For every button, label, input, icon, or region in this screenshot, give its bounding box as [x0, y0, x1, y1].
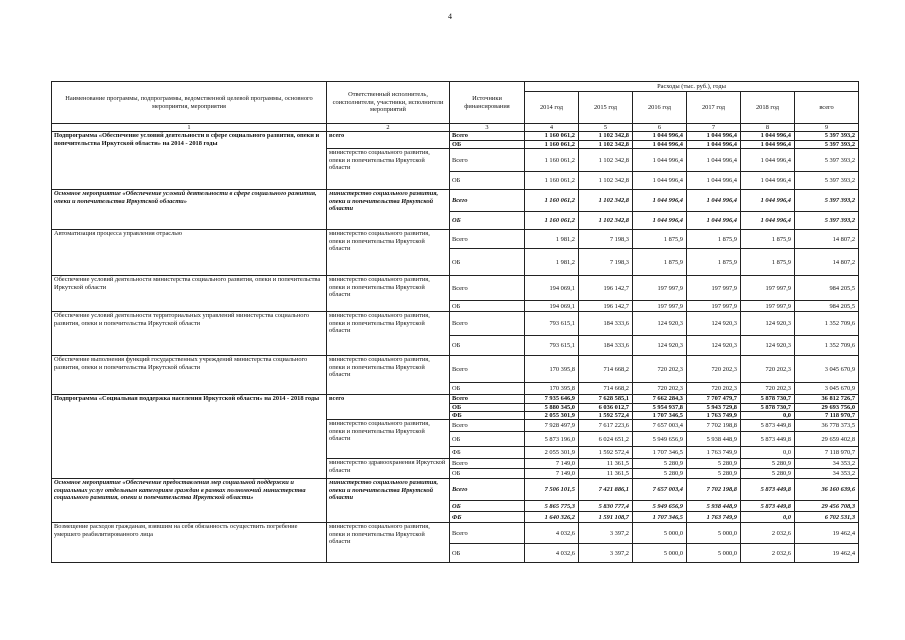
row-executor: министерство социального развития, опеки и попечительства Иркутской области	[327, 230, 450, 276]
header-name: Наименование программы, подпрограммы, ведомственной целевой программы, основного мероприятия, мероприятия	[52, 82, 327, 124]
row-year-value: 1 044 996,4	[741, 212, 795, 230]
row-year-value: 1 160 061,2	[525, 132, 579, 140]
row-year-value: 5 280,9	[741, 459, 795, 469]
table-row	[52, 276, 859, 301]
row-source: ОБ	[450, 469, 525, 479]
row-year-value: 1 875,9	[687, 249, 741, 276]
row-year-value: 124 920,3	[633, 312, 687, 336]
row-total-value: 36 812 726,7	[795, 395, 859, 403]
header-expenses: Расходы (тыс. руб.), годы	[525, 82, 859, 92]
row-year-value: 1 981,2	[525, 230, 579, 249]
row-year-value: 1 763 749,9	[687, 412, 741, 420]
row-year-value: 1 044 996,4	[741, 140, 795, 148]
row-source: ОБ	[450, 249, 525, 276]
row-source: ОБ	[450, 336, 525, 356]
row-year-value: 720 202,3	[633, 383, 687, 395]
row-year-value: 194 069,1	[525, 301, 579, 312]
row-total-value: 36 160 639,6	[795, 479, 859, 501]
row-year-value: 124 920,3	[741, 336, 795, 356]
row-year-value: 184 333,6	[579, 312, 633, 336]
row-year-value: 5 949 656,9	[633, 501, 687, 512]
row-year-value: 2 055 301,9	[525, 412, 579, 420]
row-total-value: 36 778 373,5	[795, 420, 859, 432]
row-total-value: 984 205,5	[795, 301, 859, 312]
row-source: Всего	[450, 459, 525, 469]
row-year-value: 714 668,2	[579, 383, 633, 395]
table-row	[52, 523, 859, 544]
header-year: 2015 год	[579, 92, 633, 124]
row-year-value: 793 615,1	[525, 336, 579, 356]
row-year-value: 1 102 342,8	[579, 190, 633, 212]
row-name: Обеспечение условий деятельности министерства социального развития, опеки и попечительства Иркутской области	[52, 276, 327, 312]
header-total: всего	[795, 92, 859, 124]
row-year-value: 196 142,7	[579, 276, 633, 301]
row-year-value: 1 160 061,2	[525, 172, 579, 190]
row-source: Всего	[450, 523, 525, 544]
row-total-value: 34 353,2	[795, 459, 859, 469]
row-year-value: 5 000,0	[633, 544, 687, 563]
row-total-value: 14 807,2	[795, 230, 859, 249]
col-number: 4	[525, 124, 579, 132]
row-year-value: 197 997,9	[687, 301, 741, 312]
row-source: Всего	[450, 230, 525, 249]
row-year-value: 5 878 730,7	[741, 395, 795, 403]
row-year-value: 4 032,6	[525, 544, 579, 563]
header-source: Источники финансирования	[450, 82, 525, 124]
row-source: Всего	[450, 395, 525, 403]
row-source: ОБ	[450, 432, 525, 447]
row-year-value: 124 920,3	[687, 312, 741, 336]
row-total-value: 29 693 756,0	[795, 403, 859, 411]
row-year-value: 1 102 342,8	[579, 149, 633, 172]
row-executor: министерство социального развития, опеки и попечительства Иркутской области	[327, 479, 450, 523]
row-source: ФБ	[450, 447, 525, 459]
row-source: Всего	[450, 479, 525, 501]
row-year-value: 5 873 449,8	[741, 432, 795, 447]
row-name: Возмещение расходов гражданам, взявшим на себя обязанность осуществить погребение умершего реабилитированного лица	[52, 523, 327, 563]
row-total-value: 3 045 670,9	[795, 356, 859, 383]
row-year-value: 7 617 223,6	[579, 420, 633, 432]
row-year-value: 1 160 061,2	[525, 140, 579, 148]
row-year-value: 1 044 996,4	[741, 132, 795, 140]
col-number: 7	[687, 124, 741, 132]
row-name: Основное мероприятие «Обеспечение предоставления мер социальной поддержки и социальных услуг отдельным категориям граждан в рамках полномочий министерства социального развития, опеки и попечительства Иркутской области»	[52, 479, 327, 523]
row-total-value: 5 397 393,2	[795, 132, 859, 140]
row-year-value: 7 702 198,8	[687, 479, 741, 501]
row-year-value: 7 707 479,7	[687, 395, 741, 403]
row-year-value: 124 920,3	[633, 336, 687, 356]
row-source: Всего	[450, 276, 525, 301]
row-year-value: 5 873 449,8	[741, 479, 795, 501]
row-total-value: 5 397 393,2	[795, 212, 859, 230]
table-row	[52, 479, 859, 501]
table-body	[52, 82, 859, 563]
row-executor: министерство здравоохранения Иркутской области	[327, 459, 450, 479]
table-row	[52, 230, 859, 249]
row-year-value: 1 102 342,8	[579, 132, 633, 140]
row-year-value: 11 361,5	[579, 459, 633, 469]
row-year-value: 170 395,8	[525, 383, 579, 395]
row-executor: министерство социального развития, опеки и попечительства Иркутской области	[327, 149, 450, 190]
row-executor: всего	[327, 132, 450, 149]
row-year-value: 720 202,3	[687, 356, 741, 383]
row-year-value: 1 102 342,8	[579, 140, 633, 148]
row-year-value: 6 024 651,2	[579, 432, 633, 447]
row-year-value: 1 875,9	[687, 230, 741, 249]
row-year-value: 714 668,2	[579, 356, 633, 383]
row-year-value: 1 707 346,5	[633, 512, 687, 523]
row-year-value: 7 149,0	[525, 459, 579, 469]
row-year-value: 197 997,9	[687, 276, 741, 301]
row-year-value: 720 202,3	[687, 383, 741, 395]
row-year-value: 1 044 996,4	[687, 140, 741, 148]
table-row	[52, 395, 859, 403]
row-year-value: 5 280,9	[687, 469, 741, 479]
row-total-value: 34 353,2	[795, 469, 859, 479]
row-total-value: 1 352 709,6	[795, 312, 859, 336]
row-year-value: 11 361,5	[579, 469, 633, 479]
row-year-value: 7 198,3	[579, 230, 633, 249]
row-year-value: 720 202,3	[741, 383, 795, 395]
row-year-value: 1 044 996,4	[741, 172, 795, 190]
row-year-value: 5 938 448,9	[687, 432, 741, 447]
header-year: 2014 год	[525, 92, 579, 124]
row-year-value: 7 662 284,3	[633, 395, 687, 403]
col-number: 8	[741, 124, 795, 132]
row-year-value: 1 044 996,4	[687, 190, 741, 212]
row-year-value: 5 280,9	[741, 469, 795, 479]
row-year-value: 3 397,2	[579, 544, 633, 563]
col-number: 3	[450, 124, 525, 132]
row-year-value: 2 055 301,9	[525, 447, 579, 459]
row-year-value: 194 069,1	[525, 276, 579, 301]
row-year-value: 124 920,3	[687, 336, 741, 356]
row-year-value: 7 198,3	[579, 249, 633, 276]
row-year-value: 5 954 937,8	[633, 403, 687, 411]
row-source: ОБ	[450, 140, 525, 148]
row-executor: министерство социального развития, опеки и попечительства Иркутской области	[327, 190, 450, 230]
row-year-value: 1 875,9	[633, 230, 687, 249]
row-source: Всего	[450, 190, 525, 212]
row-year-value: 0,0	[741, 447, 795, 459]
row-year-value: 7 506 101,5	[525, 479, 579, 501]
row-year-value: 5 873 196,0	[525, 432, 579, 447]
row-year-value: 0,0	[741, 412, 795, 420]
row-year-value: 5 000,0	[687, 544, 741, 563]
row-year-value: 1 044 996,4	[633, 190, 687, 212]
row-name: Подпрограмма «Социальная поддержка населения Иркутской области» на 2014 - 2018 годы	[52, 395, 327, 479]
row-total-value: 3 045 670,9	[795, 383, 859, 395]
row-year-value: 1 763 749,9	[687, 447, 741, 459]
col-number: 6	[633, 124, 687, 132]
table-row	[52, 356, 859, 383]
row-source: Всего	[450, 149, 525, 172]
row-name: Подпрограмма «Обеспечение условий деятельности в сфере социального развития, опеки и попечительства Иркутской области» на 2014 - 2018 годы	[52, 132, 327, 190]
row-total-value: 19 462,4	[795, 523, 859, 544]
row-name: Обеспечение выполнения функций государственных учреждений министерства социального развития, опеки и попечительства Иркутской области	[52, 356, 327, 395]
row-year-value: 5 280,9	[633, 469, 687, 479]
row-total-value: 5 397 393,2	[795, 172, 859, 190]
row-year-value: 197 997,9	[633, 276, 687, 301]
row-year-value: 5 280,9	[687, 459, 741, 469]
row-year-value: 720 202,3	[633, 356, 687, 383]
row-executor: министерство социального развития, опеки и попечительства Иркутской области	[327, 523, 450, 563]
row-source: ОБ	[450, 403, 525, 411]
row-year-value: 1 044 996,4	[633, 132, 687, 140]
row-year-value: 1 102 342,8	[579, 172, 633, 190]
row-source: Всего	[450, 312, 525, 336]
row-total-value: 19 462,4	[795, 544, 859, 563]
row-year-value: 5 280,9	[633, 459, 687, 469]
row-year-value: 6 036 012,7	[579, 403, 633, 411]
row-source: ОБ	[450, 544, 525, 563]
header-executor: Ответственный исполнитель, соисполнители, участники, исполнители мероприятий	[327, 82, 450, 124]
row-name: Автоматизация процесса управления отраслью	[52, 230, 327, 276]
row-year-value: 1 160 061,2	[525, 212, 579, 230]
row-year-value: 124 920,3	[741, 312, 795, 336]
row-year-value: 1 591 108,7	[579, 512, 633, 523]
row-total-value: 984 205,5	[795, 276, 859, 301]
row-year-value: 4 032,6	[525, 523, 579, 544]
row-source: Всего	[450, 132, 525, 140]
row-year-value: 170 395,8	[525, 356, 579, 383]
col-number: 5	[579, 124, 633, 132]
row-year-value: 5 943 729,8	[687, 403, 741, 411]
row-total-value: 5 397 393,2	[795, 190, 859, 212]
row-name: Основное мероприятие «Обеспечение условий деятельности в сфере социального развития, опеки и попечительства Иркутской области»	[52, 190, 327, 230]
row-year-value: 1 102 342,8	[579, 212, 633, 230]
row-year-value: 197 997,9	[633, 301, 687, 312]
row-source: ОБ	[450, 212, 525, 230]
row-year-value: 1 044 996,4	[741, 190, 795, 212]
row-year-value: 1 044 996,4	[633, 140, 687, 148]
row-year-value: 1 875,9	[741, 230, 795, 249]
row-total-value: 29 456 708,3	[795, 501, 859, 512]
row-year-value: 1 763 749,9	[687, 512, 741, 523]
row-year-value: 1 044 996,4	[687, 172, 741, 190]
row-total-value: 6 702 531,3	[795, 512, 859, 523]
row-year-value: 7 702 198,8	[687, 420, 741, 432]
row-executor: министерство социального развития, опеки и попечительства Иркутской области	[327, 356, 450, 395]
row-year-value: 7 421 886,1	[579, 479, 633, 501]
row-year-value: 5 878 730,7	[741, 403, 795, 411]
row-year-value: 1 044 996,4	[633, 149, 687, 172]
page-number: 4	[448, 12, 452, 21]
row-total-value: 1 352 709,6	[795, 336, 859, 356]
row-year-value: 5 000,0	[687, 523, 741, 544]
row-year-value: 2 032,6	[741, 523, 795, 544]
row-year-value: 1 592 572,4	[579, 447, 633, 459]
col-number: 9	[795, 124, 859, 132]
table-row	[52, 312, 859, 336]
header-year: 2017 год	[687, 92, 741, 124]
row-year-value: 1 981,2	[525, 249, 579, 276]
row-year-value: 1 160 061,2	[525, 149, 579, 172]
table-row	[52, 190, 859, 212]
expenses-table	[51, 81, 859, 563]
row-year-value: 184 333,6	[579, 336, 633, 356]
row-year-value: 720 202,3	[741, 356, 795, 383]
row-year-value: 793 615,1	[525, 312, 579, 336]
row-year-value: 5 873 449,8	[741, 420, 795, 432]
row-total-value: 7 118 970,7	[795, 447, 859, 459]
row-source: ОБ	[450, 501, 525, 512]
row-year-value: 1 044 996,4	[741, 149, 795, 172]
row-executor: министерство социального развития, опеки и попечительства Иркутской области	[327, 420, 450, 459]
row-year-value: 2 032,6	[741, 544, 795, 563]
row-year-value: 1 044 996,4	[687, 212, 741, 230]
row-year-value: 5 880 345,0	[525, 403, 579, 411]
row-name: Обеспечение условий деятельности территориальных управлений министерства социального развития, опеки и попечительства Иркутской области	[52, 312, 327, 356]
row-year-value: 5 949 656,9	[633, 432, 687, 447]
row-year-value: 1 875,9	[633, 249, 687, 276]
row-year-value: 1 044 996,4	[687, 149, 741, 172]
row-executor: министерство социального развития, опеки и попечительства Иркутской области	[327, 276, 450, 312]
row-year-value: 1 044 996,4	[633, 172, 687, 190]
row-source: ФБ	[450, 412, 525, 420]
header-year: 2018 год	[741, 92, 795, 124]
row-year-value: 0,0	[741, 512, 795, 523]
row-year-value: 7 657 003,4	[633, 420, 687, 432]
row-year-value: 7 149,0	[525, 469, 579, 479]
row-executor: всего	[327, 395, 450, 420]
row-year-value: 5 000,0	[633, 523, 687, 544]
row-year-value: 3 397,2	[579, 523, 633, 544]
row-year-value: 1 640 326,2	[525, 512, 579, 523]
row-total-value: 14 807,2	[795, 249, 859, 276]
row-year-value: 5 865 775,3	[525, 501, 579, 512]
row-year-value: 1 044 996,4	[633, 212, 687, 230]
row-year-value: 1 592 572,4	[579, 412, 633, 420]
row-year-value: 5 938 448,9	[687, 501, 741, 512]
row-year-value: 7 657 003,4	[633, 479, 687, 501]
row-year-value: 1 044 996,4	[687, 132, 741, 140]
header-year: 2016 год	[633, 92, 687, 124]
row-total-value: 7 118 970,7	[795, 412, 859, 420]
row-year-value: 1 707 346,5	[633, 447, 687, 459]
row-source: ОБ	[450, 383, 525, 395]
row-source: Всего	[450, 420, 525, 432]
col-number: 2	[327, 124, 450, 132]
row-year-value: 7 628 585,1	[579, 395, 633, 403]
row-total-value: 5 397 393,2	[795, 140, 859, 148]
row-year-value: 5 830 777,4	[579, 501, 633, 512]
row-total-value: 29 659 402,8	[795, 432, 859, 447]
row-year-value: 7 928 497,9	[525, 420, 579, 432]
row-source: ОБ	[450, 172, 525, 190]
row-year-value: 196 142,7	[579, 301, 633, 312]
row-year-value: 7 935 646,9	[525, 395, 579, 403]
row-total-value: 5 397 393,2	[795, 149, 859, 172]
row-source: Всего	[450, 356, 525, 383]
row-year-value: 1 707 346,5	[633, 412, 687, 420]
row-year-value: 1 875,9	[741, 249, 795, 276]
row-year-value: 197 997,9	[741, 301, 795, 312]
row-source: ФБ	[450, 512, 525, 523]
row-executor: министерство социального развития, опеки и попечительства Иркутской области	[327, 312, 450, 356]
row-year-value: 197 997,9	[741, 276, 795, 301]
row-year-value: 1 160 061,2	[525, 190, 579, 212]
col-number: 1	[52, 124, 327, 132]
row-year-value: 5 873 449,8	[741, 501, 795, 512]
table-row	[52, 132, 859, 140]
row-source: ОБ	[450, 301, 525, 312]
